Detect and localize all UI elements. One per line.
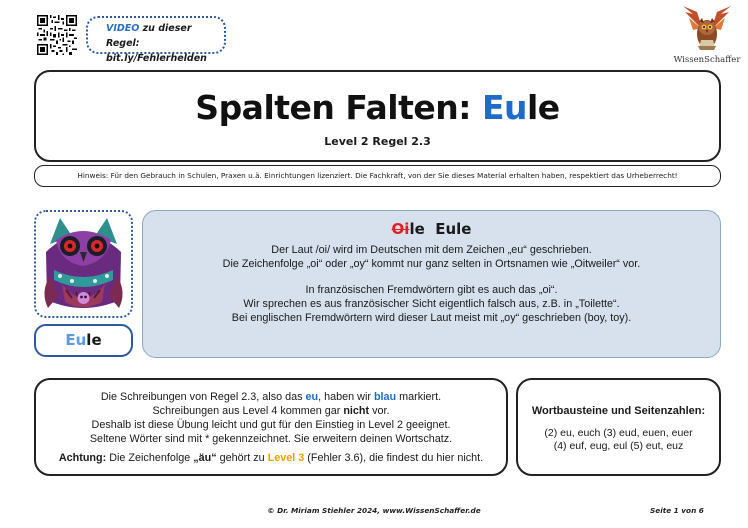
video-url[interactable]: bit.ly/Fehlerhelden (106, 53, 207, 64)
wortbausteine-box (516, 378, 721, 476)
note-text: , haben wir (318, 391, 374, 403)
footer-copyright: © Dr. Miriam Stiehler 2024, www.WissenSchaffer.de (267, 506, 481, 515)
owl-illustration (36, 212, 131, 316)
wortbausteine-line: (4) euf, eug, eul (5) eut, euz (553, 440, 684, 452)
license-hint: Hinweis: Für den Gebrauch in Schulen, Praxen u.ä. Einrichtungen lizenziert. Die Fachkraft, von der Sie dieses Material erhalten haben, respektiert das Urheberrecht! (34, 165, 721, 187)
rule-line: Bei englischen Fremdwörtern wird dieser Laut meist mit „oy“ geschrieben (boy, toy). (231, 312, 632, 324)
note-line: Seltene Wörter sind mit * gekennzeichnet. Sie erweitern deinen Wortschatz. (89, 433, 453, 445)
correct-spelling: Eule (435, 220, 472, 238)
owl-label-highlight: Eu (65, 331, 87, 349)
note-text: Die Schreibungen von Regel 2.3, also das (100, 391, 306, 403)
wortbausteine-heading: Wortbausteine und Seitenzahlen: (531, 405, 706, 417)
owl-logo-icon (679, 4, 735, 54)
note-line: Deshalb ist diese Übung leicht und gut für den Einstieg in Level 2 geeignet. (91, 419, 451, 431)
wissenschaffer-logo (668, 4, 746, 70)
title-prefix: Spalten Falten: (195, 88, 482, 127)
note-achtung: Achtung: (58, 452, 107, 464)
note-eu: eu (305, 391, 319, 403)
owl-image-frame (34, 210, 133, 318)
rule-explanation (142, 210, 721, 358)
owl-label-rest: le (86, 331, 102, 349)
rule-line: Die Zeichenfolge „oi“ oder „oy“ kommt nur ganz selten in Ortsnamen wie „Oitweiler“ vor. (222, 258, 641, 270)
wrong-spelling: Oi (391, 220, 410, 238)
rule-line: Wir sprechen es aus französischer Sicht eigentlich falsch aus, z.B. in „Toilette“. (243, 298, 620, 310)
note-text: vor. (369, 405, 390, 417)
note-au: „äu“ (193, 452, 217, 464)
note-nicht: nicht (343, 405, 370, 417)
title-suffix: le (526, 88, 560, 127)
notes-box (34, 378, 508, 476)
page-subtitle: Level 2 Regel 2.3 (324, 135, 431, 148)
page-title (36, 88, 719, 127)
rule-heading (143, 222, 720, 236)
title-highlight: Eu (481, 88, 527, 127)
note-text: Schreibungen aus Level 4 kommen gar (152, 405, 344, 417)
footer-page-number: Seite 1 von 6 (650, 506, 704, 515)
rule-line: Der Laut /oi/ wird im Deutschen mit dem Zeichen „eu“ geschrieben. (271, 244, 592, 256)
wrong-spelling-rest: le (409, 220, 425, 238)
title-box (34, 70, 721, 162)
note-text: Die Zeichenfolge (106, 452, 194, 464)
owl-word-label (34, 324, 133, 357)
note-text: gehört zu (216, 452, 268, 464)
note-text: markiert. (396, 391, 442, 403)
note-text: (Fehler 3.6), die findest du hier nicht. (304, 452, 484, 464)
note-line (36, 390, 506, 404)
video-label: zu dieser Regel: (106, 23, 192, 49)
rule-line: In französischen Fremdwörtern gibt es auch das „oi“. (305, 284, 558, 296)
video-word: VIDEO (106, 23, 140, 34)
qr-code (37, 15, 77, 55)
note-line (36, 451, 506, 465)
wortbausteine-line: (2) eu, euch (3) eud, euen, euer (544, 427, 693, 439)
logo-text: WissenSchaffer (673, 55, 741, 65)
note-line (36, 404, 506, 418)
note-level3: Level 3 (267, 452, 305, 464)
note-blau: blau (373, 391, 397, 403)
video-link-box[interactable] (86, 16, 226, 64)
